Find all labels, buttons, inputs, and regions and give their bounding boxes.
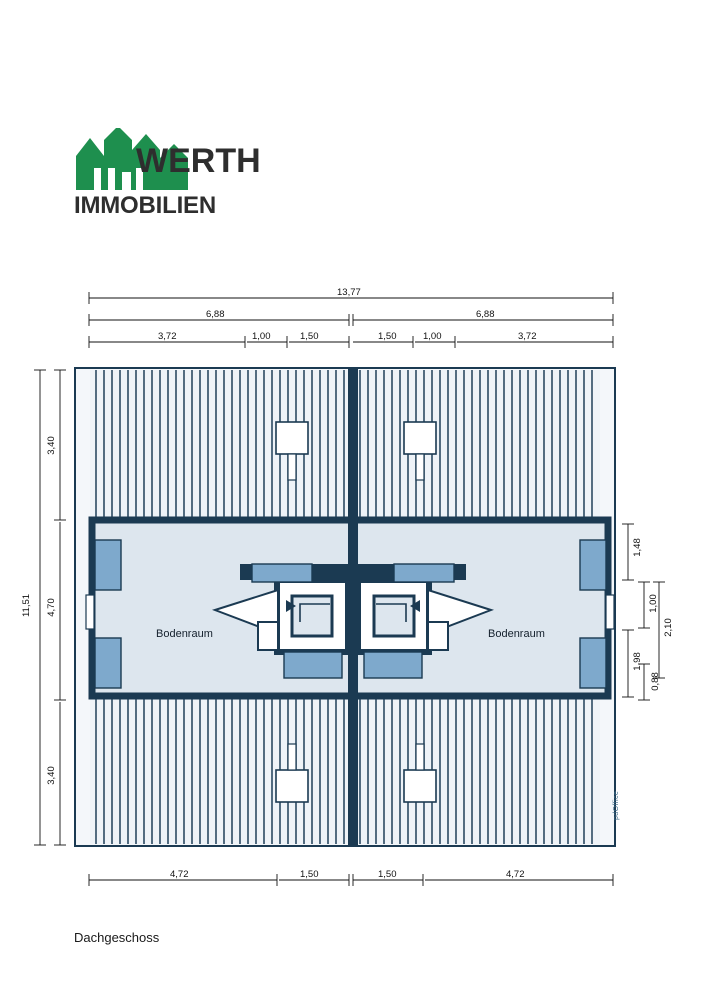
floor-plan-drawing <box>0 270 706 910</box>
dimension-lines-bottom <box>89 874 613 886</box>
dimension-right-2-10: 2,10 <box>662 618 674 637</box>
room-label-bodenraum-left: Bodenraum <box>156 628 213 640</box>
company-logo <box>74 128 314 228</box>
dimension-top-1-50-left: 1,50 <box>300 331 319 342</box>
floor-plan-svg <box>0 270 706 910</box>
dimension-right-1-98: 1,98 <box>631 652 643 671</box>
roof-hatch-lower <box>90 696 600 844</box>
dimension-right-0-88: 0,88 <box>649 672 661 691</box>
dimension-left-11-51: 11,51 <box>21 593 33 618</box>
dimension-top-3-72-right: 3,72 <box>518 331 537 342</box>
roof-hatch-upper <box>90 370 600 520</box>
plan-caption: Dachgeschoss <box>74 930 160 945</box>
dimension-bottom-1-50-left: 1,50 <box>300 869 319 880</box>
dimension-top-1-00-left: 1,00 <box>252 331 271 342</box>
dimension-top-6-88-right: 6,88 <box>476 309 495 320</box>
dimension-bottom-4-72-right: 4,72 <box>506 869 525 880</box>
dimension-bottom-1-50-right: 1,50 <box>378 869 397 880</box>
room-label-bodenraum-right: Bodenraum <box>488 628 545 640</box>
dimension-bottom-4-72-left: 4,72 <box>170 869 189 880</box>
dimension-top-1-50-right: 1,50 <box>378 331 397 342</box>
dimension-top-1-00-right: 1,00 <box>423 331 442 342</box>
pdoffice-watermark: pdOffice <box>613 790 620 820</box>
logo-name-secondary: IMMOBILIEN <box>74 192 216 219</box>
dimension-left-4-70: 4,70 <box>45 598 57 617</box>
dimension-top-3-72-left: 3,72 <box>158 331 177 342</box>
dimension-left-3-40-top: 3,40 <box>45 436 57 455</box>
dimension-right-1-00: 1,00 <box>647 594 659 613</box>
dimension-left-3-40-bottom: 3,40 <box>45 766 57 785</box>
dimension-top-6-88-left: 6,88 <box>206 309 225 320</box>
dimension-top-13-77: 13,77 <box>337 287 361 298</box>
logo-name-primary: WERTH <box>136 142 261 180</box>
dimension-right-1-48: 1,48 <box>631 538 643 557</box>
